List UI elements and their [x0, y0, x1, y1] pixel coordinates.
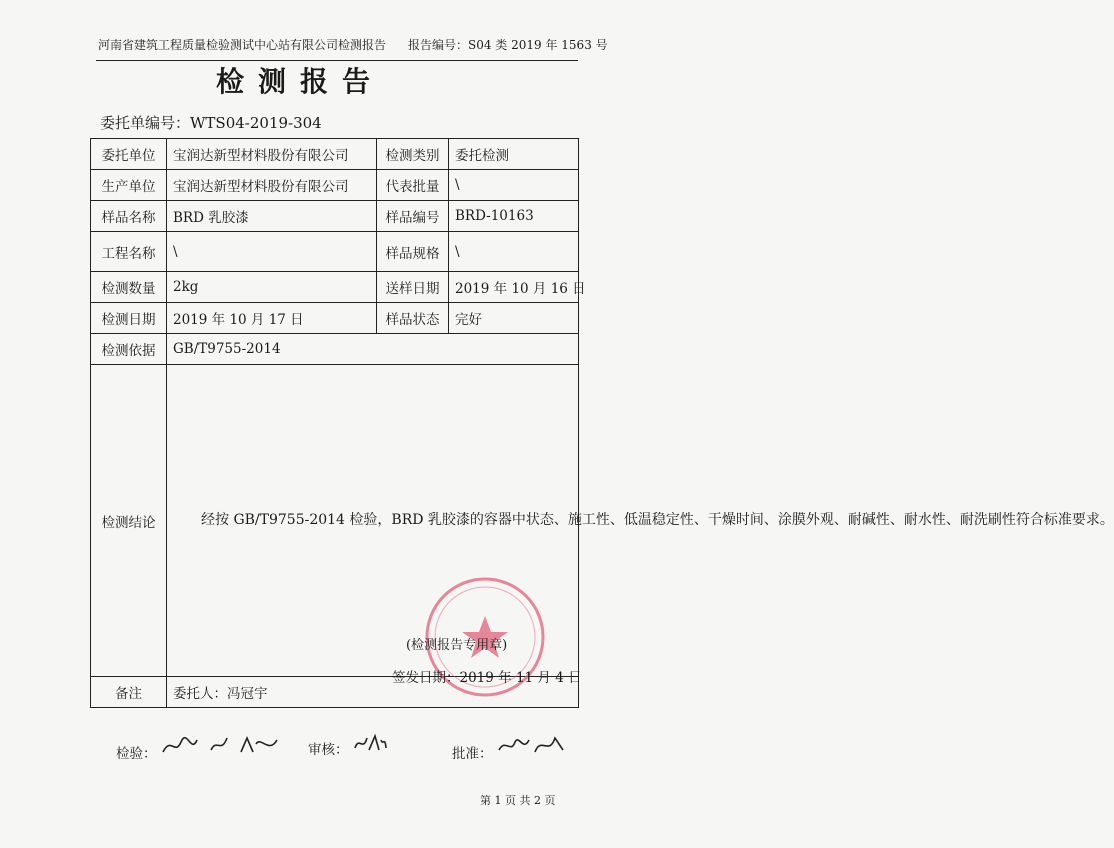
test-type-value: 委托检测 [449, 139, 579, 170]
page-title: 检测报告 [215, 65, 384, 98]
report-number: 报告编号：S04 类 2019 年 1563 号 [408, 38, 608, 52]
approver-signature [452, 732, 567, 762]
reviewer-label: 审核： [308, 742, 349, 758]
table-row [91, 139, 579, 170]
conclusion-text: 经按 GB/T9755-2014 检验，BRD 乳胶漆的容器中状态、施工性、低温稳定性、干燥时间、涂膜外观、耐碱性、耐水性、耐洗刷性符合标准要求。 [167, 365, 579, 677]
spec-value: \ [449, 232, 579, 272]
tester-label: 检验： [116, 746, 157, 762]
test-date-value: 2019 年 10 月 17 日 [167, 303, 377, 334]
table-row [91, 232, 579, 272]
approver-label: 批准： [452, 746, 493, 762]
approver-signature-icon [497, 732, 567, 758]
batch-label: 代表批量 [377, 170, 449, 201]
project-value: \ [167, 232, 377, 272]
sample-state-label: 样品状态 [377, 303, 449, 334]
project-label: 工程名称 [91, 232, 167, 272]
batch-value: \ [449, 170, 579, 201]
client-label: 委托单位 [91, 139, 167, 170]
client-value: 宝润达新型材料股份有限公司 [167, 139, 377, 170]
submit-date-label: 送样日期 [377, 272, 449, 303]
sample-no-label: 样品编号 [377, 201, 449, 232]
remark-label: 备注 [91, 677, 167, 708]
qty-value: 2kg [167, 272, 377, 303]
sample-no-value: BRD-10163 [449, 201, 579, 232]
producer-label: 生产单位 [91, 170, 167, 201]
basis-label: 检测依据 [91, 334, 167, 365]
producer-value: 宝润达新型材料股份有限公司 [167, 170, 377, 201]
table-row [91, 170, 579, 201]
table-row [91, 201, 579, 232]
spec-label: 样品规格 [377, 232, 449, 272]
sample-name-label: 样品名称 [91, 201, 167, 232]
table-row [91, 272, 579, 303]
test-date-label: 检测日期 [91, 303, 167, 334]
page-number: 第 1 页 共 2 页 [480, 794, 556, 807]
table-row [91, 334, 579, 365]
qty-label: 检测数量 [91, 272, 167, 303]
basis-value: GB/T9755-2014 [167, 334, 579, 365]
commission-number: 委托单编号：WTS04-2019-304 [100, 114, 322, 132]
conclusion-label: 检测结论 [91, 365, 167, 677]
issue-date: 签发日期：2019 年 11 月 4 日 [392, 670, 582, 686]
reviewer-signature-icon [353, 732, 387, 754]
reviewer-signature [308, 732, 387, 758]
table-row [91, 303, 579, 334]
header-org: 河南省建筑工程质量检验测试中心站有限公司检测报告 [98, 38, 387, 52]
sample-state-value: 完好 [449, 303, 579, 334]
remark-value: 委托人：冯冠宇 [167, 677, 579, 708]
seal-note: (检测报告专用章) [406, 638, 508, 653]
submit-date-value: 2019 年 10 月 16 日 [449, 272, 579, 303]
sample-name-value: BRD 乳胶漆 [167, 201, 377, 232]
test-type-label: 检测类别 [377, 139, 449, 170]
tester-signature-icon [161, 732, 281, 758]
tester-signature [116, 732, 281, 762]
